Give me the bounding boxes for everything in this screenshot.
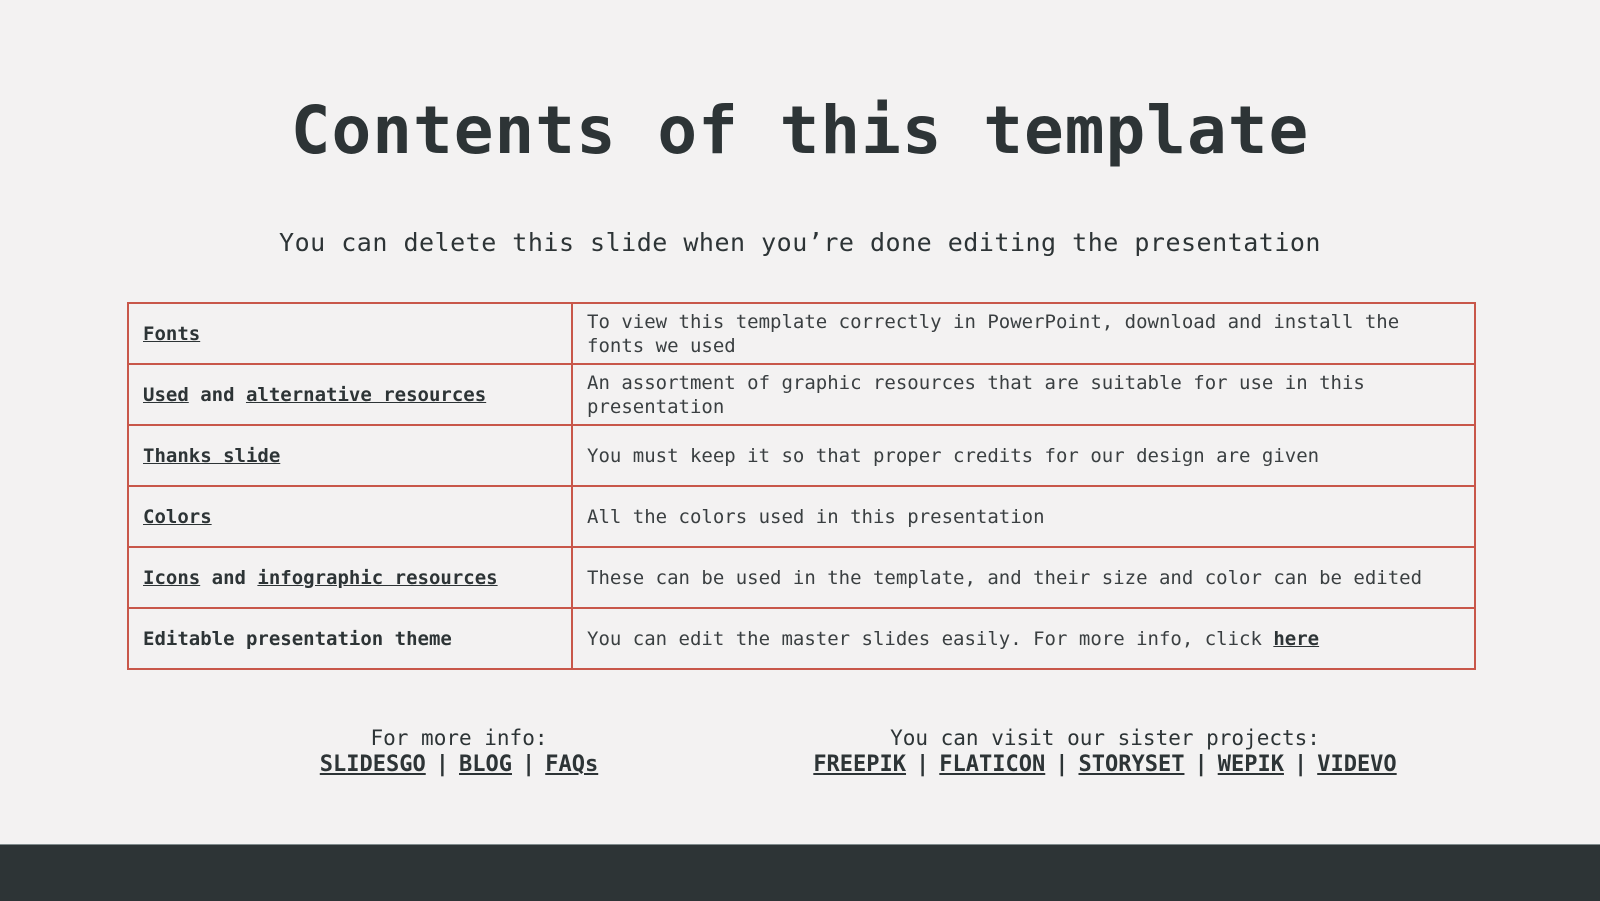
bottom-band <box>0 844 1600 901</box>
used-link[interactable]: Used <box>143 383 189 406</box>
separator: | <box>435 752 449 777</box>
row-description: These can be used in the template, and their size and color can be edited <box>572 547 1475 608</box>
fonts-link[interactable]: Fonts <box>143 322 201 345</box>
faqs-link[interactable]: FAQs <box>545 752 599 777</box>
wepik-link[interactable]: WEPIK <box>1217 752 1284 777</box>
alternative-resources-link[interactable]: alternative resources <box>245 383 487 406</box>
table-row <box>128 364 1475 425</box>
row-description: An assortment of graphic resources that are suitable for use in this presentation <box>572 364 1475 425</box>
separator: | <box>1055 752 1069 777</box>
page-title: Contents of this template <box>290 92 1310 169</box>
and-text: and <box>200 566 258 589</box>
sister-projects-label: You can visit our sister projects: <box>890 726 1320 750</box>
contents-table <box>127 302 1476 670</box>
freepik-link[interactable]: FREEPIK <box>813 752 907 777</box>
separator: | <box>1293 752 1308 777</box>
row-description: To view this template correctly in PowerPoint, download and install the fonts we used <box>572 303 1475 364</box>
footer-more-info <box>259 726 659 777</box>
colors-link[interactable]: Colors <box>143 505 212 528</box>
footer-sister-projects <box>755 726 1455 777</box>
blog-link[interactable]: BLOG <box>459 752 512 777</box>
separator: | <box>916 752 930 777</box>
flaticon-link[interactable]: FLATICON <box>939 752 1046 777</box>
table-row <box>128 303 1475 364</box>
editable-theme-label: Editable presentation theme <box>128 608 572 669</box>
more-info-label: For more info: <box>370 726 548 750</box>
slidesgo-link[interactable]: SLIDESGO <box>319 752 426 777</box>
table-row <box>128 486 1475 547</box>
infographic-resources-link[interactable]: infographic resources <box>257 566 498 589</box>
table-row <box>128 608 1475 669</box>
table-row <box>128 547 1475 608</box>
subtitle: You can delete this slide when you’re done editing the presentation <box>279 228 1321 257</box>
here-link[interactable]: here <box>1273 627 1320 650</box>
icons-link[interactable]: Icons <box>143 566 201 589</box>
separator: | <box>1194 752 1208 777</box>
row-description: You must keep it so that proper credits for our design are given <box>572 425 1475 486</box>
videvo-link[interactable]: VIDEVO <box>1317 752 1397 777</box>
row-description: All the colors used in this presentation <box>572 486 1475 547</box>
separator: | <box>521 752 536 777</box>
thanks-slide-link[interactable]: Thanks slide <box>143 444 281 467</box>
table-row <box>128 425 1475 486</box>
and-text: and <box>188 383 246 406</box>
row-description: You can edit the master slides easily. For more info, click <box>587 627 1274 650</box>
storyset-link[interactable]: STORYSET <box>1078 752 1185 777</box>
